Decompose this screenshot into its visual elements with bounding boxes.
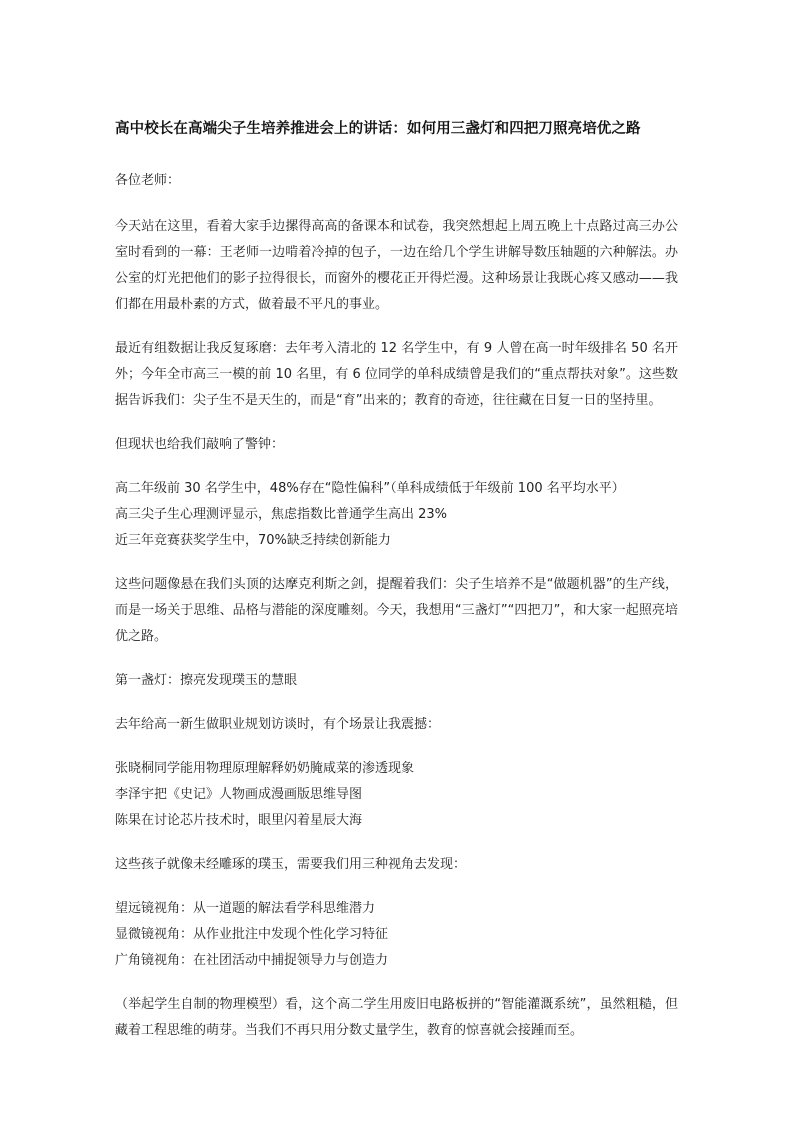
list-item: 近三年竞赛获奖学生中，70%缺乏持续创新能力 — [115, 533, 391, 548]
body-paragraph-7: （举起学生自制的物理模型）看，这个高二学生用废旧电路板拼的“智能灌溉系统”，虽然粗糙，但藏着工程思维的萌芽。当我们不再只用分数丈量学生，教育的惊喜就会接踵而至。 — [115, 997, 678, 1038]
perspectives-list — [115, 896, 678, 974]
list-item: 望远镜视角：从一道题的解法看学科思维潜力 — [115, 901, 376, 916]
list-item: 高三尖子生心理测评显示，焦虑指数比普通学生高出 23% — [115, 507, 448, 522]
list-item: 高二年级前 30 名学生中，48%存在“隐性偏科”（单科成绩低于年级前 100 名平均水平） — [115, 481, 625, 496]
body-paragraph-1: 今天站在这里，看着大家手边摞得高高的备课本和试卷，我突然想起上周五晚上十点路过高三办公室时看到的一幕：王老师一边啃着冷掉的包子，一边在给几个学生讲解导数压轴题的六种解法。办公室的灯光把他们的影子拉得很长，而窗外的樱花正开得烂漫。这种场景让我既心疼又感动——我们都在用最朴素的方式，做着最不平凡的事业。 — [115, 219, 678, 312]
section-heading-1: 第一盏灯：擦亮发现璞玉的慧眼 — [115, 673, 298, 688]
document-title: 高中校长在高端尖子生培养推进会上的讲话：如何用三盏灯和四把刀照亮培优之路 — [115, 121, 641, 137]
body-paragraph-3: 但现状也给我们敲响了警钟： — [115, 437, 285, 452]
body-paragraph-5: 去年给高一新生做职业规划访谈时，有个场景让我震撼： — [115, 717, 441, 732]
list-item: 张晓桐同学能用物理原理解释奶奶腌咸菜的渗透现象 — [115, 761, 415, 776]
document-body — [115, 113, 678, 1044]
list-item: 显微镜视角：从作业批注中发现个性化学习特征 — [115, 927, 389, 942]
body-paragraph-4: 这些问题像悬在我们头顶的达摩克利斯之剑，提醒着我们：尖子生培养不是“做题机器”的生产线，而是一场关于思维、品格与潜能的深度雕刻。今天，我想用“三盏灯”“四把刀”，和大家一起照亮培优之路。 — [115, 577, 678, 644]
salutation-paragraph: 各位老师： — [115, 173, 181, 188]
student-examples-list — [115, 756, 678, 834]
body-paragraph-6: 这些孩子就像未经雕琢的璞玉，需要我们用三种视角去发现： — [115, 857, 467, 872]
list-item: 李泽宇把《史记》人物画成漫画版思维导图 — [115, 787, 363, 802]
list-item: 广角镜视角：在社团活动中捕捉领导力与创造力 — [115, 953, 389, 968]
body-paragraph-2: 最近有组数据让我反复琢磨：去年考入清北的 12 名学生中，有 9 人曾在高一时年级排名 50 名开外；今年全市高三一模的前 10 名里，有 6 位同学的单科成绩曾是我们的“重点帮扶对象”。这些数据告诉我们：尖子生不是天生的，而是“育”出来的；教育的奇迹，往往藏在日复一日的坚持里。 — [115, 341, 678, 408]
data-points-list — [115, 476, 678, 554]
list-item: 陈果在讨论芯片技术时，眼里闪着星辰大海 — [115, 813, 363, 828]
